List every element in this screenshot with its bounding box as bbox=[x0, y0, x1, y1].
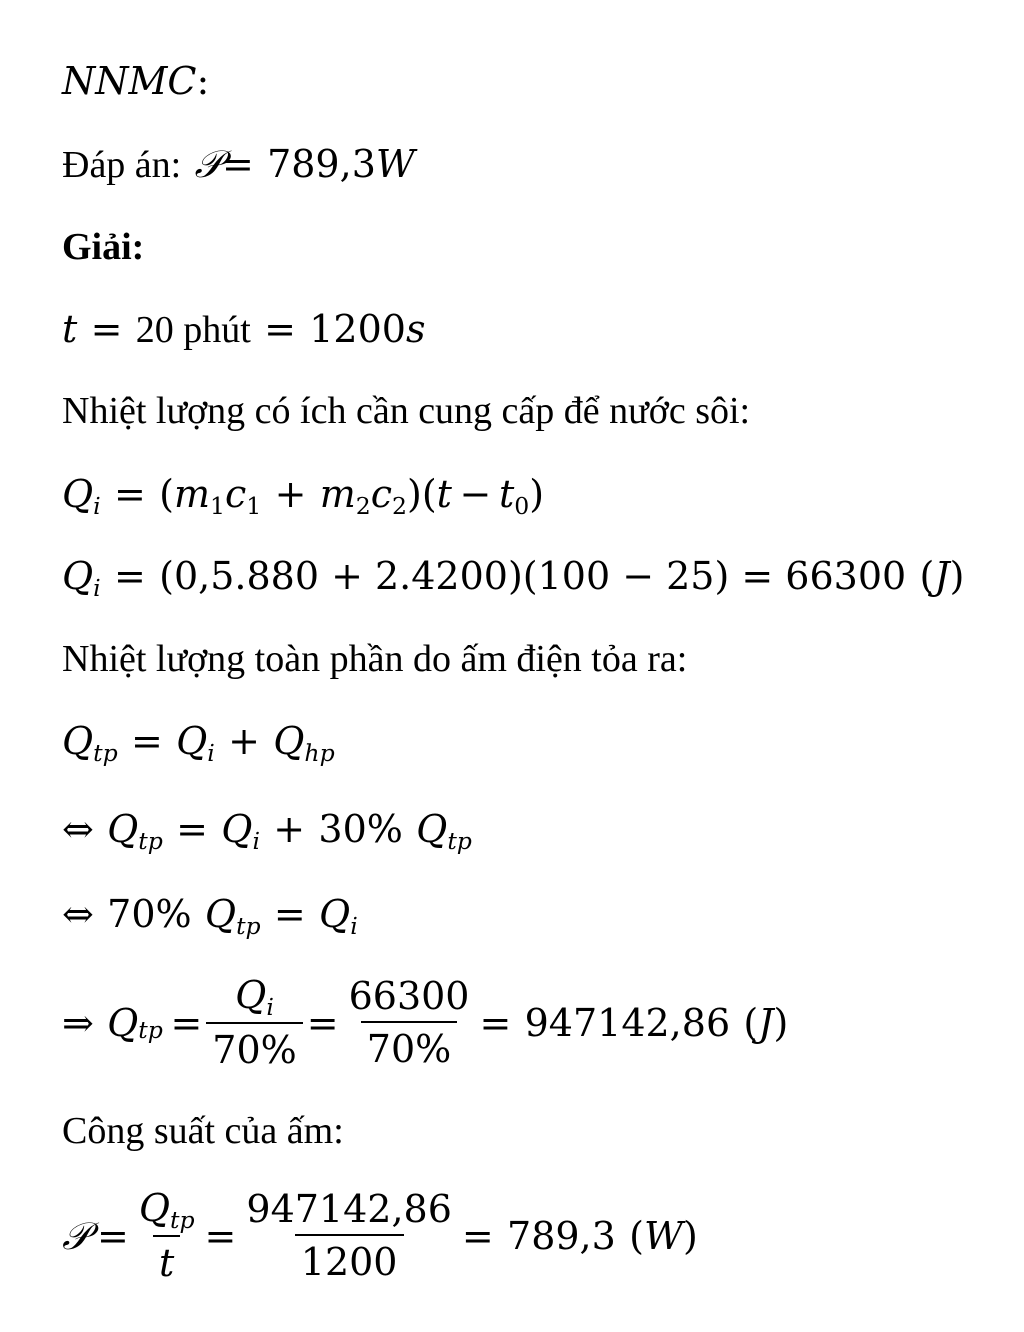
qi-subscript-2: i bbox=[207, 739, 215, 768]
calc-qi-eq: = bbox=[113, 554, 146, 598]
power-unit: W bbox=[643, 1214, 684, 1259]
equiv1-plus: + bbox=[273, 807, 306, 851]
eq-equiv2-line bbox=[62, 892, 358, 941]
power-value: 789,3 bbox=[507, 1214, 616, 1259]
power-title: Công suất của ấm: bbox=[62, 1110, 344, 1152]
result-qtp-subscript: tp bbox=[138, 1015, 163, 1044]
pfrac1-num-subscript: tp bbox=[170, 1206, 195, 1235]
m2-symbol: m bbox=[319, 472, 356, 516]
equiv1-qtp-symbol: Q bbox=[107, 807, 139, 851]
fraction-66300-over-70 bbox=[343, 973, 476, 1072]
power-symbol: 𝒫 bbox=[62, 1214, 90, 1259]
frac2-den: 70% bbox=[361, 1021, 457, 1071]
equiv-arrow-1: ⇔ bbox=[62, 807, 94, 851]
eq-equiv1-line bbox=[62, 807, 472, 856]
answer-symbol: 𝒫 bbox=[194, 142, 222, 186]
calc-qi-subscript: i bbox=[93, 574, 101, 603]
heat-useful-title: Nhiệt lượng có ích cần cung cấp để nước sôi: bbox=[62, 390, 751, 432]
equiv1-percent: 30% bbox=[318, 807, 403, 851]
equiv-arrow-2: ⇔ bbox=[62, 892, 94, 936]
heat-total-title: Nhiệt lượng toàn phần do ấm điện tỏa ra: bbox=[62, 638, 688, 680]
answer-value: 789,3 bbox=[267, 142, 376, 186]
power-eq1: = bbox=[97, 1214, 129, 1259]
equiv1-qtp2-symbol: Q bbox=[416, 807, 448, 851]
result-unit-open: ( bbox=[743, 1001, 759, 1046]
frac1-num-symbol: Q bbox=[235, 973, 267, 1017]
frac1-num-subscript: i bbox=[266, 993, 274, 1022]
m2-subscript: 2 bbox=[355, 492, 371, 521]
calc-qi-symbol: Q bbox=[62, 554, 94, 598]
frac2-num: 66300 bbox=[348, 973, 470, 1018]
formula-qi-line bbox=[62, 472, 545, 521]
time-minutes: 20 phút bbox=[135, 309, 251, 351]
calc-qi-unit-open: ( bbox=[919, 554, 935, 598]
fraction-qi-over-70 bbox=[206, 975, 302, 1072]
eq-power-line bbox=[62, 1188, 698, 1285]
result-value: 947142,86 bbox=[524, 1001, 731, 1046]
qi-symbol: Q bbox=[62, 472, 94, 516]
qi-minus: − bbox=[459, 472, 492, 516]
power-eq3: = bbox=[461, 1214, 494, 1259]
t-symbol: t bbox=[436, 472, 452, 516]
pfrac1-den: t bbox=[153, 1235, 180, 1285]
equiv2-qi-symbol: Q bbox=[319, 892, 351, 936]
c2-subscript: 2 bbox=[392, 492, 408, 521]
eq-total-plus: + bbox=[228, 719, 260, 763]
c1-subscript: 1 bbox=[246, 492, 262, 521]
c2-symbol: c bbox=[370, 472, 393, 516]
m1-symbol: m bbox=[173, 472, 210, 516]
time-eq2: = bbox=[264, 307, 296, 351]
time-unit: s bbox=[405, 307, 426, 351]
equiv1-qi-symbol: Q bbox=[221, 807, 253, 851]
heat-useful-title-line bbox=[62, 392, 750, 430]
result-eq2: = bbox=[306, 1001, 339, 1046]
m1-subscript: 1 bbox=[210, 492, 225, 521]
equiv2-qtp-subscript: tp bbox=[236, 912, 261, 941]
pfrac2-num: 947142,86 bbox=[246, 1186, 452, 1231]
calc-qi-unit: J bbox=[934, 554, 950, 598]
equiv1-qtp2-subscript: tp bbox=[447, 827, 472, 856]
power-title-line bbox=[62, 1112, 344, 1150]
t0-symbol: t bbox=[498, 472, 515, 516]
header-label: NNMC bbox=[62, 59, 197, 103]
eq-total-line bbox=[62, 719, 335, 768]
result-eq3: = bbox=[479, 1001, 512, 1046]
time-line bbox=[62, 307, 426, 351]
solution-heading: Giải: bbox=[62, 226, 145, 268]
fraction-qtp-over-t bbox=[133, 1188, 201, 1285]
qi-symbol-2: Q bbox=[176, 719, 208, 763]
qi-plus: + bbox=[274, 472, 307, 516]
frac1-den: 70% bbox=[206, 1022, 302, 1072]
calc-qi-unit-close: ) bbox=[949, 554, 965, 598]
power-unit-close: ) bbox=[683, 1214, 698, 1259]
qhp-subscript: hp bbox=[304, 739, 335, 768]
qi-close2: ) bbox=[529, 472, 545, 516]
calc-qi-line bbox=[62, 554, 965, 603]
result-arrow: ⇒ bbox=[62, 1001, 94, 1046]
fraction-947142-over-1200 bbox=[240, 1186, 458, 1285]
qtp-subscript: tp bbox=[93, 739, 118, 768]
header-line bbox=[62, 59, 210, 103]
time-var: t bbox=[62, 307, 78, 351]
answer-eq: = bbox=[221, 142, 254, 186]
equiv2-qtp-symbol: Q bbox=[204, 892, 237, 936]
calc-qi-expr: (0,5.880 + 2.4200)(100 − 25) = 66300 bbox=[159, 554, 907, 598]
result-eq1: = bbox=[170, 1001, 203, 1046]
answer-unit: W bbox=[375, 142, 415, 186]
qhp-symbol: Q bbox=[273, 719, 305, 763]
time-eq1: = bbox=[90, 307, 123, 351]
qi-open: ( bbox=[159, 472, 174, 516]
result-unit: J bbox=[758, 1001, 774, 1046]
equiv1-qtp-subscript: tp bbox=[138, 827, 163, 856]
pfrac2-den: 1200 bbox=[295, 1234, 404, 1284]
pfrac1-num-symbol: Q bbox=[138, 1186, 170, 1230]
qi-eq: = bbox=[113, 472, 146, 516]
equiv2-qi-subscript: i bbox=[350, 912, 358, 941]
qi-open2: ( bbox=[421, 472, 437, 516]
c1-symbol: c bbox=[224, 472, 247, 516]
qtp-symbol: Q bbox=[62, 719, 94, 763]
solution-heading-line bbox=[62, 228, 144, 266]
equiv1-eq: = bbox=[176, 807, 208, 851]
time-seconds: 1200 bbox=[309, 307, 406, 351]
header-colon: : bbox=[196, 59, 210, 103]
result-unit-close: ) bbox=[773, 1001, 789, 1046]
qi-close: ) bbox=[407, 472, 422, 516]
answer-label: Đáp án: bbox=[62, 144, 182, 186]
equiv2-percent: 70% bbox=[107, 892, 192, 936]
heat-total-title-line bbox=[62, 640, 687, 678]
power-eq2: = bbox=[204, 1214, 237, 1259]
equiv2-eq: = bbox=[273, 892, 306, 936]
t0-subscript: 0 bbox=[514, 492, 530, 521]
eq-result-line bbox=[62, 975, 788, 1072]
equiv1-qi-subscript: i bbox=[252, 827, 260, 856]
power-unit-open: ( bbox=[629, 1214, 644, 1259]
qi-subscript: i bbox=[93, 492, 101, 521]
answer-line bbox=[62, 142, 415, 186]
eq-total-eq: = bbox=[131, 719, 163, 763]
result-qtp-symbol: Q bbox=[107, 1001, 139, 1046]
